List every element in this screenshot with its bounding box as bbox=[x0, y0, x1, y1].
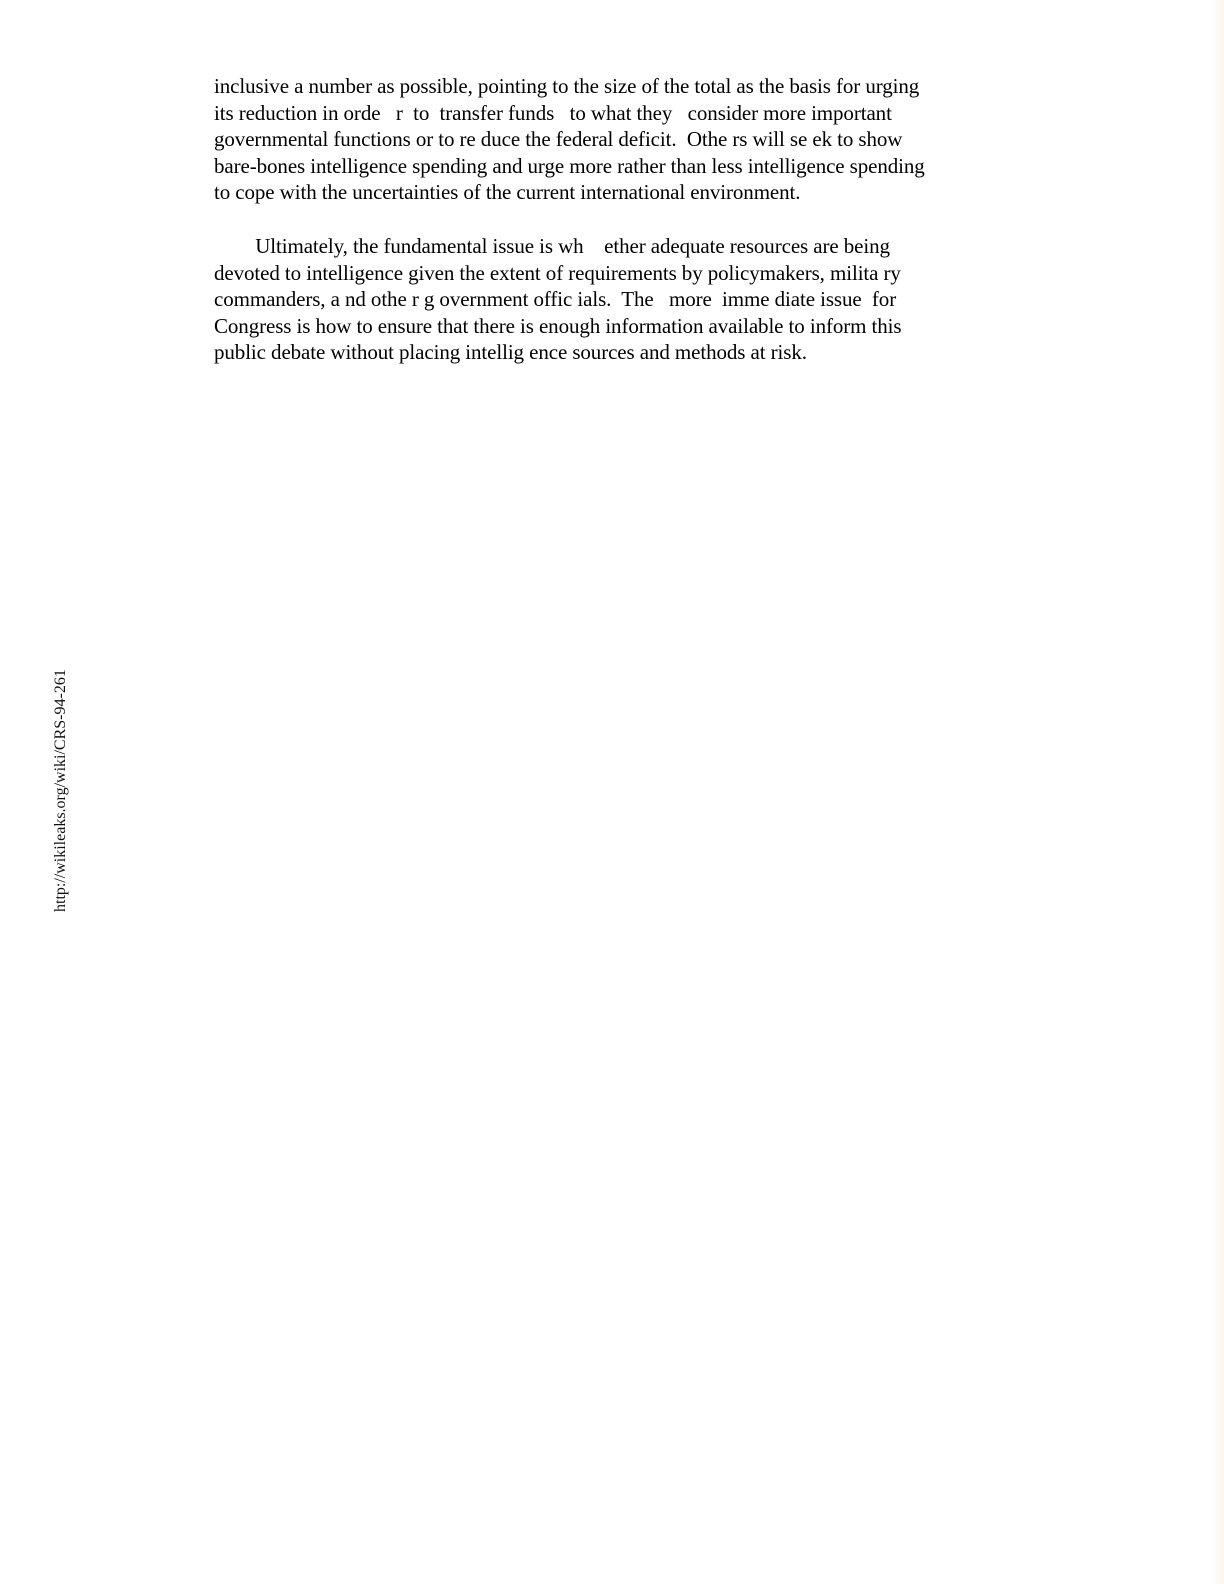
text-line: inclusive a number as possible, pointing to the size of the total as the basis for urging bbox=[214, 74, 920, 98]
body-text bbox=[214, 73, 1004, 366]
text-line: Congress is how to ensure that there is enough information available to inform this bbox=[214, 313, 902, 338]
text-line: devoted to intelligence given the extent of requirements by policymakers, milita ry bbox=[214, 260, 901, 285]
text-line: governmental functions or to re duce the federal deficit. Othe rs will se ek to show bbox=[214, 127, 903, 152]
text-line: public debate without placing intellig ence sources and methods at risk. bbox=[214, 340, 807, 365]
text-line: its reduction in orde r to transfer funds to what they consider more important bbox=[214, 100, 892, 125]
text-line: bare-bones intelligence spending and urge more rather than less intelligence spending bbox=[214, 153, 925, 178]
paragraph bbox=[214, 73, 1004, 206]
paragraph-gap bbox=[214, 206, 1004, 233]
side-url-watermark: http://wikileaks.org/wiki/CRS-94-261 bbox=[52, 669, 69, 912]
paragraph bbox=[214, 233, 1004, 366]
text-line: to cope with the uncertainties of the current international environment. bbox=[214, 180, 801, 205]
page-edge-shadow bbox=[1210, 0, 1224, 1584]
text-line: Ultimately, the fundamental issue is wh ether adequate resources are being bbox=[214, 233, 890, 258]
text-line: commanders, a nd othe r g overnment offic ials. The more imme diate issue for bbox=[214, 287, 897, 312]
